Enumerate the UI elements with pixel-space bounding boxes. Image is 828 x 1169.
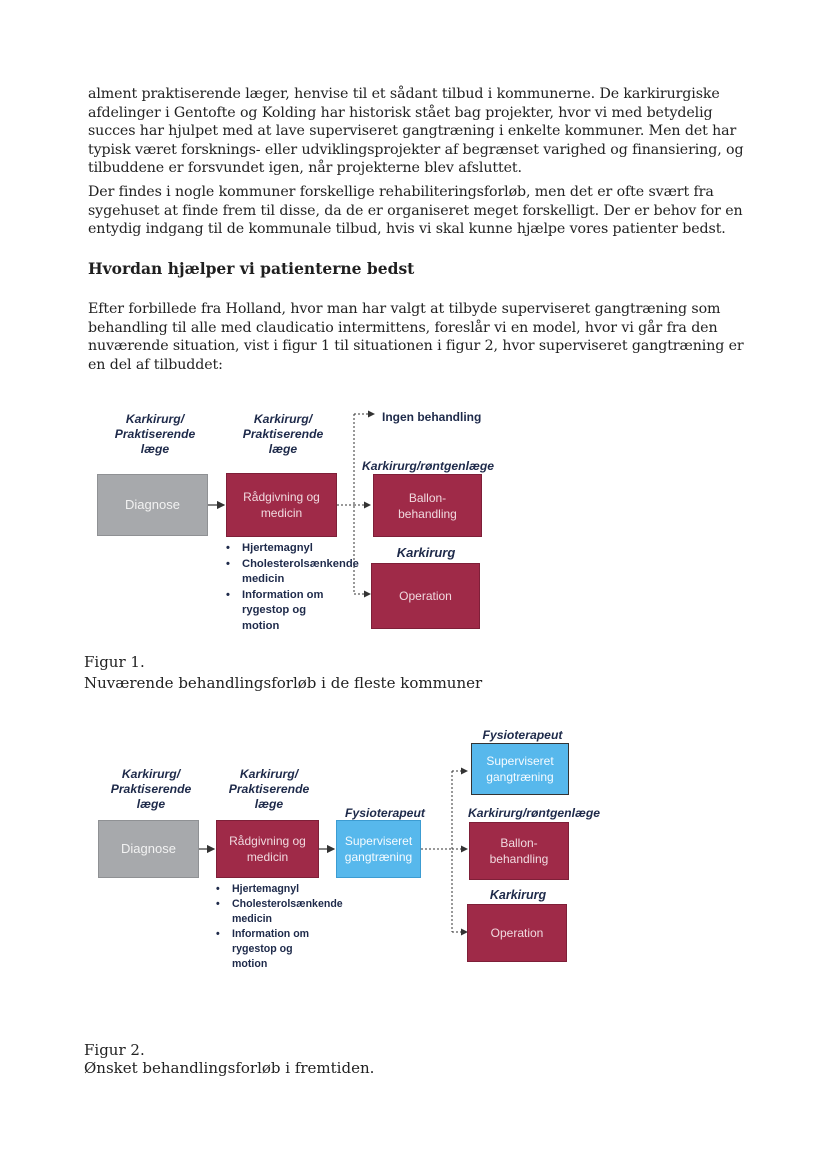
fig2-box-ballon: Ballon-behandling bbox=[469, 822, 569, 880]
fig2-caption-title: Figur 2. bbox=[84, 1041, 145, 1059]
fig2-box-gang-mid: Superviseret gangtræning bbox=[336, 820, 421, 878]
fig1-role-ballon: Karkirurg/røntgenlæge bbox=[362, 459, 495, 473]
fig1-bullet-item: • Hjertemagnyl bbox=[226, 541, 344, 557]
fig2-bullet-item: • Cholesterolsænkende medicin bbox=[216, 897, 328, 927]
paragraph-intro: alment praktiserende læger, henvise til et sådant tilbud i kommunerne. De karkirurgiske afdelinger i Gentofte og Kolding har historisk stået bag projekter, hvor vi med betydelig succes har hjulpet med at lave superviseret gangtræning i enkelte kommuner. Men det har typisk været forsknings- eller udviklingsprojekter af begrænset varighed og finansiering, og tilbuddene er forsvundet igen, når projekterne blev afsluttet. bbox=[88, 86, 744, 177]
paragraph-rehab: Der findes i nogle kommuner forskellige rehabiliteringsforløb, men det er ofte svært fra sygehuset at finde frem til disse, da de er organiseret meget forskelligt. Der er behov for en entydig indgang til de kommunale tilbud, hvis vi skal kunne hjælpe vores patienter bedst. bbox=[88, 184, 743, 238]
fig2-role-gang-top: Fysioterapeut bbox=[482, 728, 563, 742]
fig1-caption-title: Figur 1. bbox=[84, 653, 145, 671]
fig1-role-operation: Karkirurg bbox=[396, 545, 456, 560]
fig2-box-gang-top: Superviseret gangtræning bbox=[471, 743, 569, 795]
fig2-box-operation: Operation bbox=[467, 904, 567, 962]
fig2-role-raadgivning: Karkirurg/ Praktiserende læge bbox=[228, 767, 310, 811]
fig2-bullet-item: • Hjertemagnyl bbox=[216, 882, 328, 897]
fig2-bullet-item: • Information om rygestop og motion bbox=[216, 927, 328, 972]
section-heading: Hvordan hjælper vi patienterne bedst bbox=[88, 259, 415, 278]
fig1-bullet-item: • Cholesterolsænkende medicin bbox=[226, 557, 344, 588]
fig1-box-diagnose: Diagnose bbox=[97, 474, 208, 536]
fig1-bullet-item: • Information om rygestop og motion bbox=[226, 588, 344, 635]
paragraph-model: Efter forbillede fra Holland, hvor man har valgt at tilbyde superviseret gangtræning som behandling til alle med claudicatio intermittens, foreslår vi en model, hvor vi går fra den nuværende situation, vist i figur 1 til situationen i figur 2, hvor superviseret gangtræning er en del af tilbuddet: bbox=[88, 301, 744, 373]
fig1-box-ballon: Ballon-behandling bbox=[373, 474, 482, 537]
fig2-role-operation: Karkirurg bbox=[489, 888, 547, 902]
fig2-role-ballon: Karkirurg/røntgenlæge bbox=[468, 806, 601, 820]
fig2-caption-text: Ønsket behandlingsforløb i fremtiden. bbox=[84, 1059, 375, 1077]
fig2-bullet-list bbox=[216, 882, 343, 972]
fig1-role-diagnose: Karkirurg/ Praktiserende læge bbox=[114, 412, 196, 456]
fig2-box-diagnose: Diagnose bbox=[98, 820, 199, 878]
fig1-ingen-behandling: Ingen behandling bbox=[382, 410, 482, 424]
fig1-box-raadgivning: Rådgivning og medicin bbox=[226, 473, 337, 537]
fig1-role-raadgivning: Karkirurg/ Praktiserende læge bbox=[242, 412, 324, 456]
fig2-role-diagnose: Karkirurg/ Praktiserende læge bbox=[110, 767, 192, 811]
fig2-role-gang-mid: Fysioterapeut bbox=[345, 806, 425, 820]
fig2-box-raadgivning: Rådgivning og medicin bbox=[216, 820, 319, 878]
fig1-box-operation: Operation bbox=[371, 563, 480, 629]
fig1-caption-text: Nuværende behandlingsforløb i de fleste kommuner bbox=[84, 674, 483, 692]
